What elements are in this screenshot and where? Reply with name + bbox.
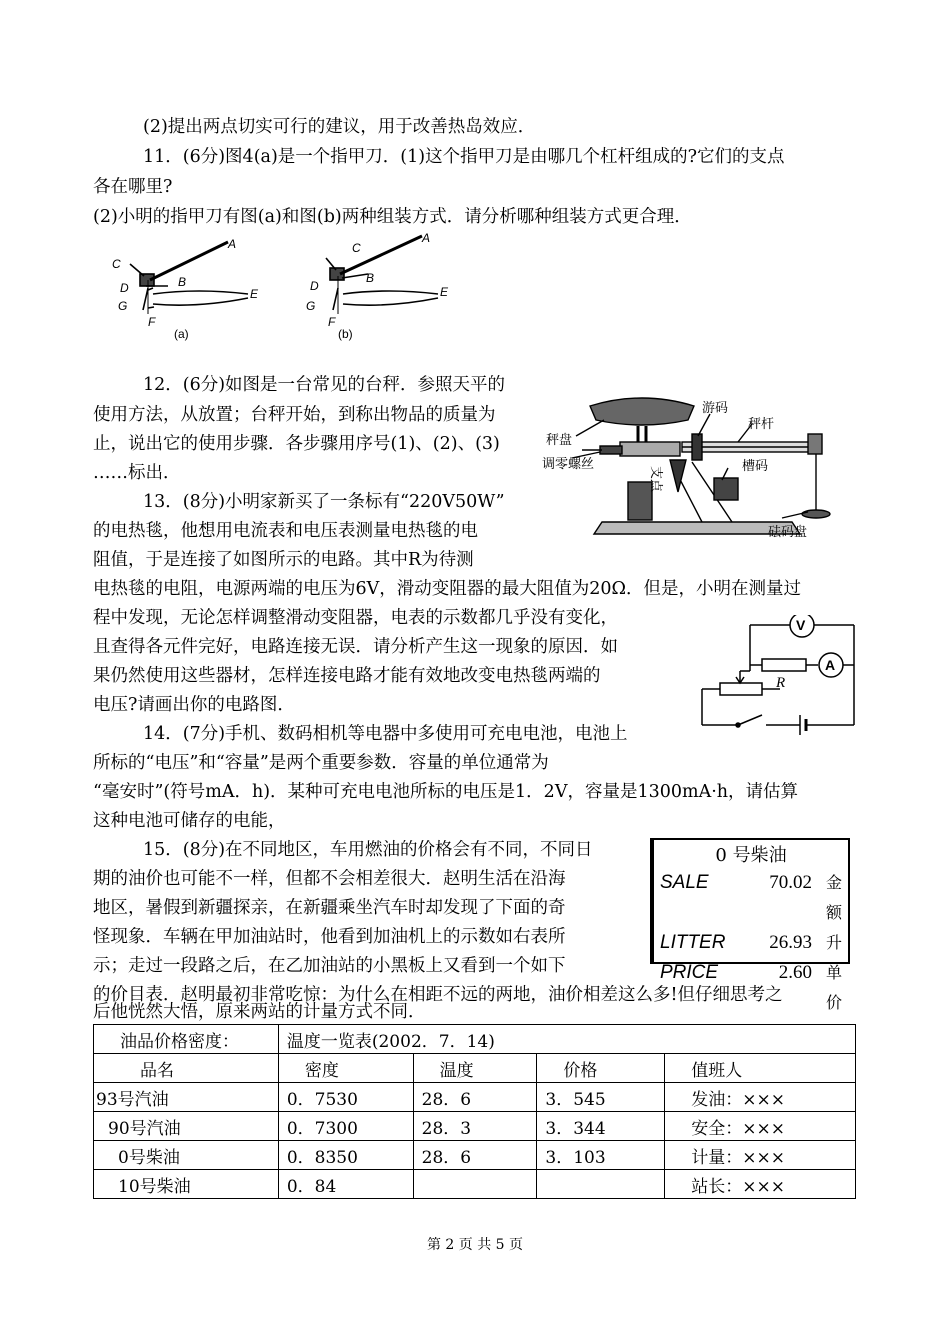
label-weight: 槽码: [742, 458, 769, 473]
table-row: [94, 1083, 856, 1112]
table-caption-row: [94, 1025, 856, 1054]
question-12: 12．(6分)如图是一台常见的台秤．参照天平的: [143, 375, 506, 395]
pump-row-label: LITTER: [660, 932, 726, 953]
platform-scale-figure: [542, 394, 842, 544]
label-slider: 游码: [702, 400, 729, 415]
column-header: 值班人: [665, 1054, 856, 1083]
label-b-C: C: [352, 241, 361, 255]
caption-a: (a): [174, 327, 189, 341]
text-line: 的电热毯，他想用电流表和电压表测量电热毯的电: [93, 521, 478, 541]
question-13: 13．(8分)小明家新买了一条标有“220V50W”: [143, 492, 505, 512]
text-line: (2)提出两点切实可行的建议，用于改善热岛效应．: [143, 117, 536, 137]
pump-row-value: 70.02: [769, 872, 812, 893]
label-b-F: F: [328, 315, 336, 329]
column-header: 价格: [537, 1054, 665, 1083]
text-line: 且查得各元件完好，电路连接无误．请分析产生这一现象的原因．如: [93, 637, 618, 657]
text-line: 阻值，于是连接了如图所示的电路。其中R为待测: [93, 550, 474, 570]
table-header-row: [94, 1054, 856, 1083]
table-cell: [537, 1170, 665, 1199]
caption-b: (b): [338, 327, 353, 341]
table-cell: 93号汽油: [94, 1083, 279, 1112]
table-row: [94, 1112, 856, 1141]
table-cell: 3．545: [537, 1083, 665, 1112]
text-line: ……标出．: [93, 463, 181, 483]
label-b-D: D: [310, 279, 319, 293]
text-line: 这种电池可储存的电能，: [93, 811, 286, 831]
oil-price-table: [93, 1024, 856, 1199]
table-cell: 0号柴油: [94, 1141, 279, 1170]
label-b-A: A: [422, 231, 431, 245]
circuit-figure: [700, 615, 860, 735]
pump-row-value: 2.60: [778, 962, 812, 983]
text-line: 怪现象．车辆在甲加油站时，他看到加油机上的示数如右表所: [93, 927, 566, 947]
pump-row-label: SALE: [660, 872, 709, 893]
table-cell: 10号柴油: [94, 1170, 279, 1199]
label-b-E: E: [440, 285, 449, 299]
table-cell: 0．7530: [278, 1083, 413, 1112]
table-cell: 计量：×××: [665, 1141, 856, 1170]
nail-clipper-b: [306, 231, 449, 341]
text-line: 电热毯的电阻，电源两端的电压为6V，滑动变阻器的最大阻值为20Ω．但是，小明在测量过: [93, 579, 802, 599]
table-cell: 0．84: [278, 1170, 413, 1199]
caption-label: 油品价格密度：: [94, 1025, 279, 1054]
text-line: 示；走过一段路之后，在乙加油站的小黑板上又看到一个如下: [93, 956, 566, 976]
label-a-E: E: [250, 287, 259, 301]
label-fulcrum: 支点: [649, 466, 664, 493]
text-line: 后他恍然大悟，原来两站的计量方式不同．: [93, 1002, 426, 1022]
caption-value: 温度一览表(2002．7．14): [278, 1025, 855, 1054]
text-line: 电压?请画出你的电路图．: [93, 695, 295, 715]
pump-row-unit: 升: [825, 933, 842, 952]
label-a-F: F: [148, 315, 156, 329]
fuel-pump-display: [650, 838, 850, 1012]
table-cell: 站长：×××: [665, 1170, 856, 1199]
table-cell: 28．6: [413, 1141, 537, 1170]
label-a-C: C: [112, 257, 121, 271]
table-cell: 0．8350: [278, 1141, 413, 1170]
table-row: [94, 1141, 856, 1170]
nail-clipper-a: [112, 237, 259, 341]
label-screw: 调零螺丝: [542, 456, 595, 471]
label-beam: 秤杆: [748, 416, 775, 431]
pump-row-unit: 单价: [825, 963, 842, 1012]
text-line: 的价目表．赵明最初非常吃惊：为什么在相距不远的两地，油价相差这么多!但仔细思考之: [93, 985, 783, 1005]
table-cell: 28．6: [413, 1083, 537, 1112]
column-header: 密度: [278, 1054, 413, 1083]
column-header: 品名: [94, 1054, 279, 1083]
text-line: (2)小明的指甲刀有图(a)和图(b)两种组装方式．请分析哪种组装方式更合理．: [93, 207, 692, 227]
resistor-label: R: [776, 675, 786, 691]
question-15: 15．(8分)在不同地区，车用燃油的价格会有不同，不同日: [143, 840, 593, 860]
question-14: 14．(7分)手机、数码相机等电器中多使用可充电电池，电池上: [143, 724, 628, 744]
text-line: “毫安时”(符号mA．h)．某种可充电电池所标的电压是1．2V，容量是1300mA·h，请估算: [93, 782, 799, 802]
label-b-B: B: [366, 271, 375, 285]
text-line: 地区，暑假到新疆探亲，在新疆乘坐汽车时却发现了下面的奇: [93, 898, 566, 918]
pump-row: [660, 958, 842, 1018]
question-11: 11．(6分)图4(a)是一个指甲刀．(1)这个指甲刀是由哪几个杠杆组成的?它们的支点: [143, 147, 785, 167]
table-cell: [413, 1170, 537, 1199]
text-line: 果仍然使用这些器材，怎样连接电路才能有效地改变电热毯两端的: [93, 666, 601, 686]
voltmeter-label: V: [796, 617, 806, 633]
label-a-A: A: [228, 237, 237, 251]
nail-clipper-figure: [108, 228, 488, 346]
table-cell: 发油：×××: [665, 1083, 856, 1112]
ammeter-label: A: [825, 657, 836, 673]
pump-row: [660, 868, 842, 928]
table-cell: 0．7300: [278, 1112, 413, 1141]
column-header: 温度: [413, 1054, 537, 1083]
pump-row-unit: 金额: [825, 873, 842, 922]
text-line: 所标的“电压”和“容量”是两个重要参数．容量的单位通常为: [93, 753, 549, 773]
label-a-D: D: [120, 281, 129, 295]
pump-row-value: 26.93: [769, 932, 812, 953]
pump-rows: [660, 868, 842, 1018]
label-weight-pan: 砝码盘: [768, 524, 808, 539]
text-line: 期的油价也可能不一样，但都不会相差很大．赵明生活在沿海: [93, 869, 566, 889]
pump-title: 0 号柴油: [715, 845, 787, 866]
text-line: 程中发现，无论怎样调整滑动变阻器，电表的示数都几乎没有变化，: [93, 608, 618, 628]
text-line: 止，说出它的使用步骤．各步骤用序号(1)、(2)、(3): [93, 434, 500, 454]
text-line: 各在哪里?: [93, 177, 173, 197]
text-line: 使用方法，从放置；台秤开始，到称出物品的质量为: [93, 405, 496, 425]
label-pan: 秤盘: [546, 432, 573, 447]
label-a-B: B: [178, 275, 187, 289]
label-b-G: G: [306, 299, 316, 313]
label-a-G: G: [118, 299, 128, 313]
table-cell: 90号汽油: [94, 1112, 279, 1141]
table-cell: 28．3: [413, 1112, 537, 1141]
pump-row-label: PRICE: [660, 962, 719, 983]
table-cell: 安全：×××: [665, 1112, 856, 1141]
table-row: [94, 1170, 856, 1199]
page-footer: 第 2 页 共 5 页: [426, 1237, 524, 1253]
table-cell: 3．103: [537, 1141, 665, 1170]
pump-row: [660, 928, 842, 958]
table-cell: 3．344: [537, 1112, 665, 1141]
